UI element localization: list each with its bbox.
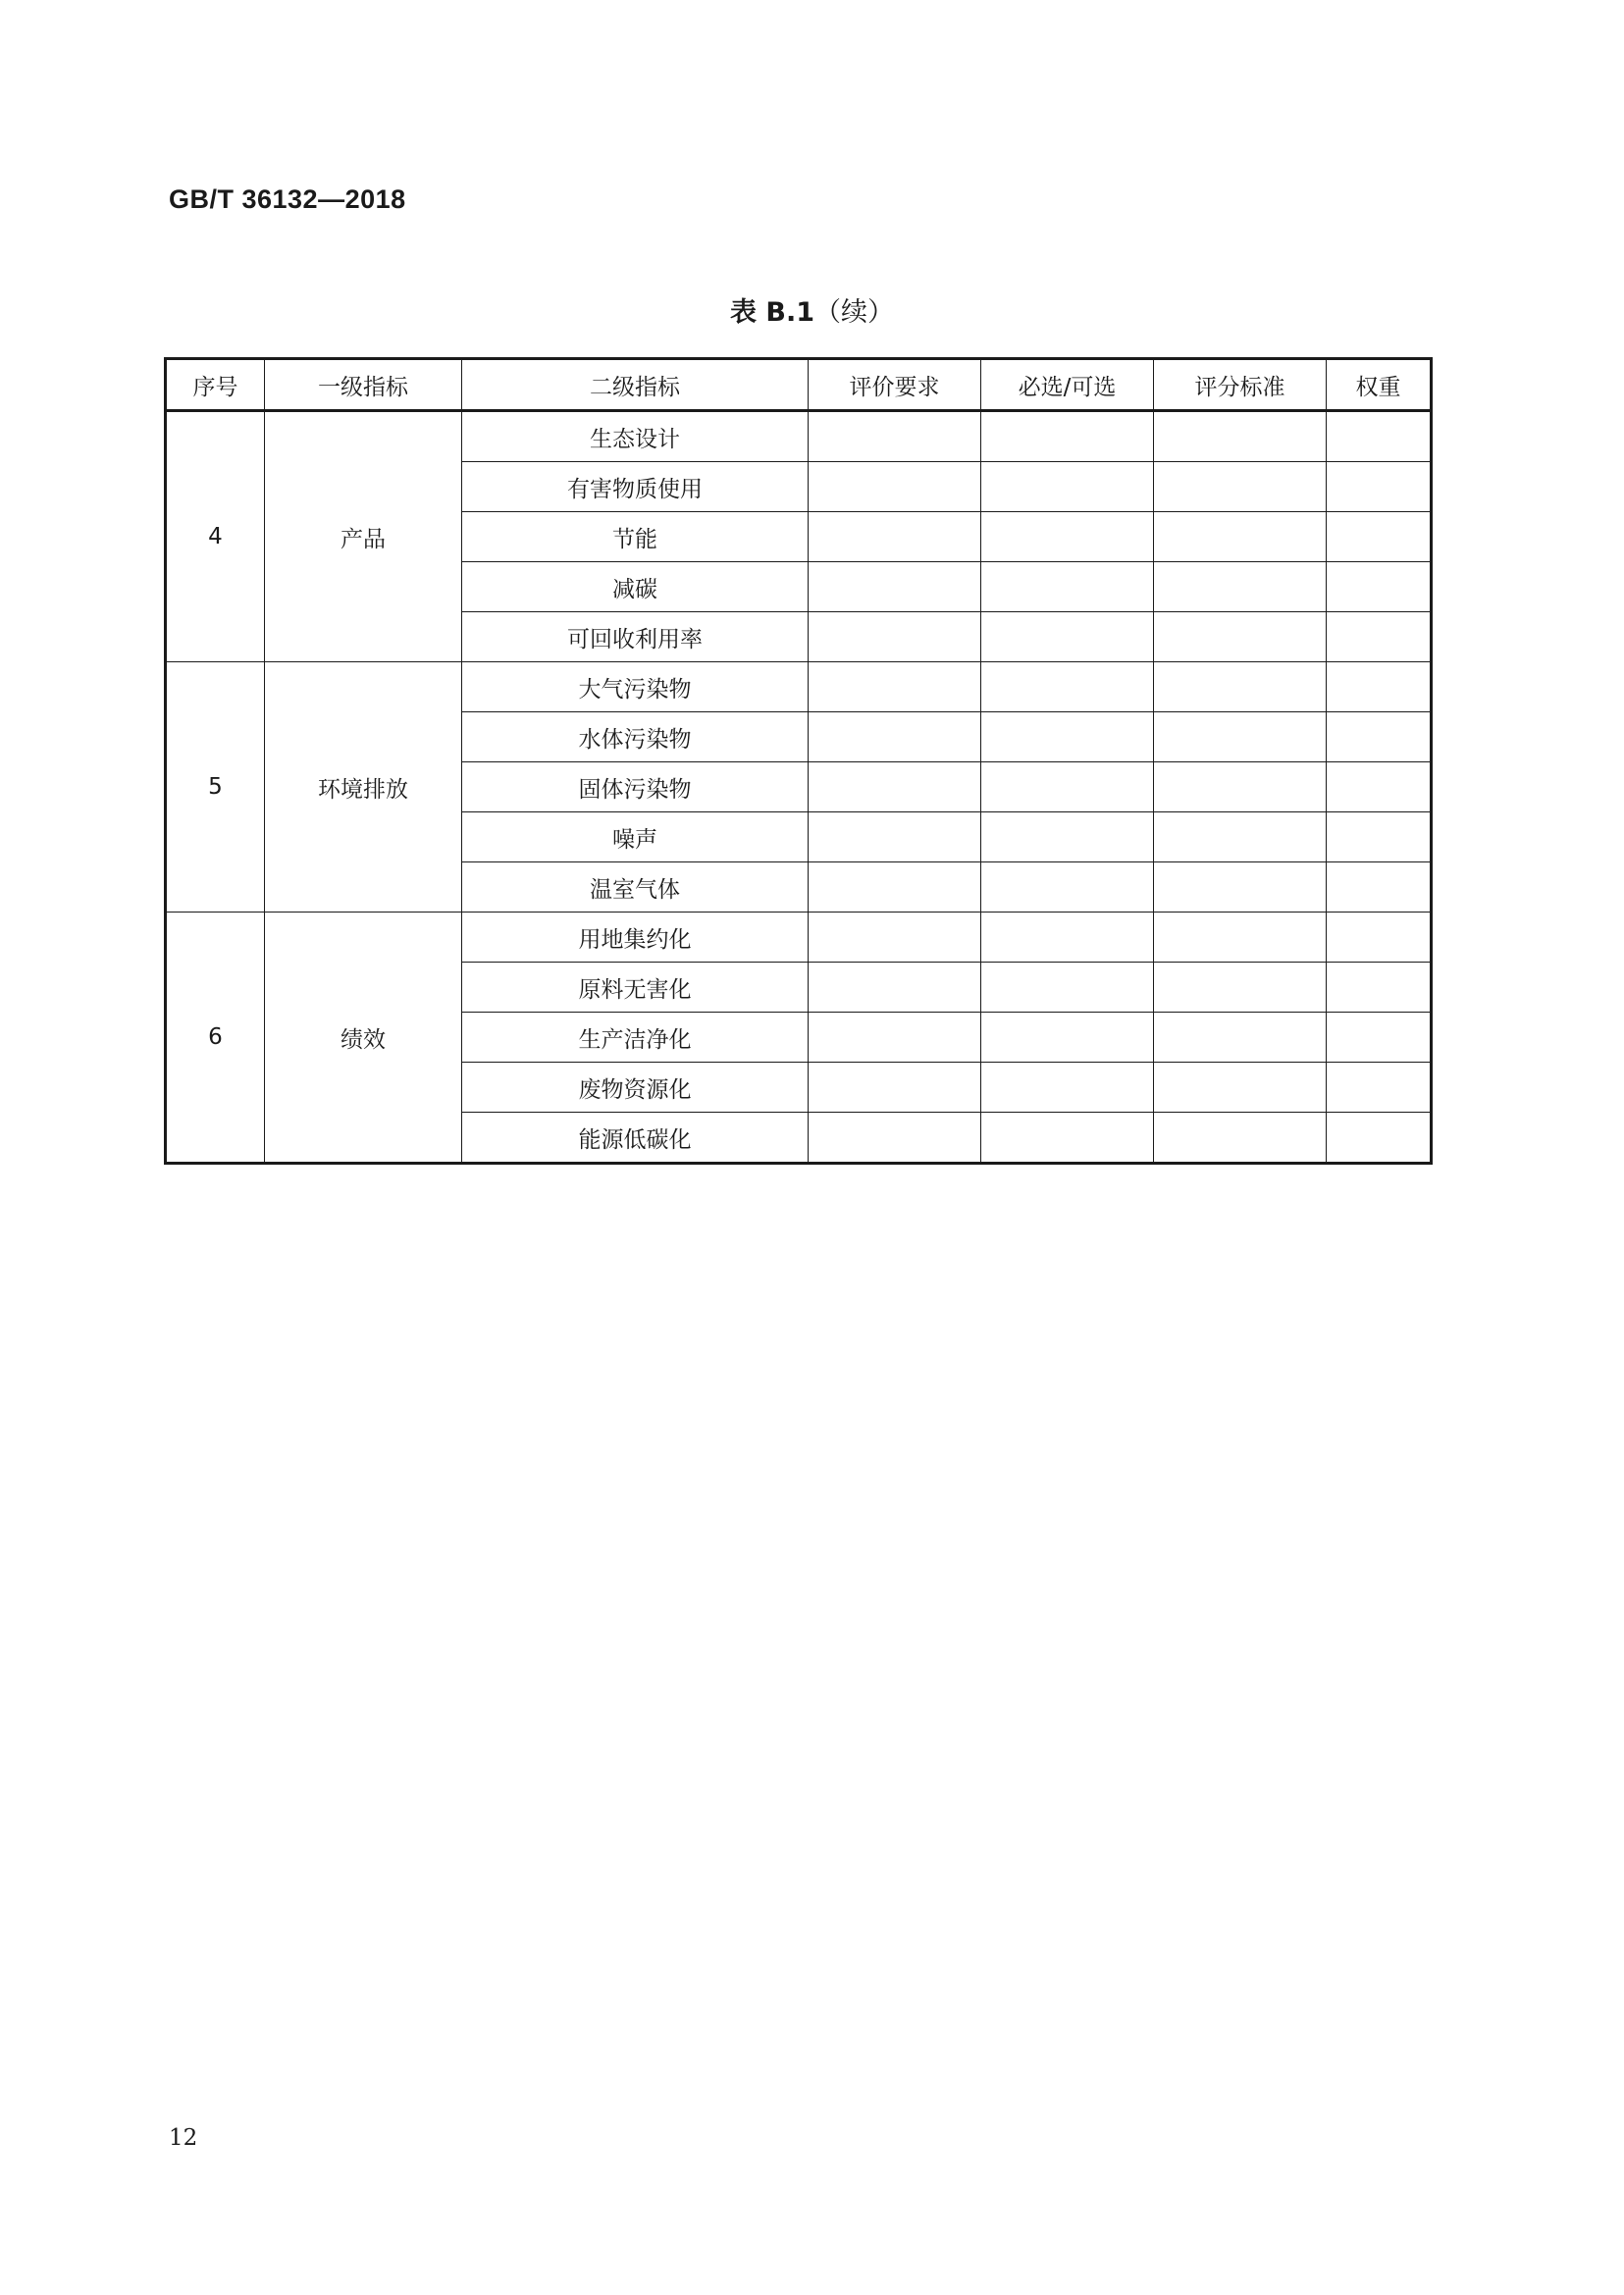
column-header-primary: 一级指标 bbox=[265, 359, 462, 411]
empty-cell bbox=[809, 411, 981, 462]
empty-cell bbox=[1327, 411, 1432, 462]
empty-cell bbox=[809, 562, 981, 612]
group-number-cell: 6 bbox=[166, 913, 265, 1164]
empty-cell bbox=[1327, 963, 1432, 1013]
table-caption bbox=[0, 290, 1624, 329]
empty-cell bbox=[981, 411, 1154, 462]
empty-cell bbox=[1154, 512, 1327, 562]
empty-cell bbox=[1327, 562, 1432, 612]
secondary-indicator-cell: 可回收利用率 bbox=[462, 612, 809, 662]
primary-indicator-cell: 产品 bbox=[265, 411, 462, 662]
secondary-indicator-cell: 噪声 bbox=[462, 812, 809, 862]
empty-cell bbox=[809, 1063, 981, 1113]
empty-cell bbox=[981, 712, 1154, 762]
empty-cell bbox=[981, 963, 1154, 1013]
empty-cell bbox=[809, 762, 981, 812]
empty-cell bbox=[809, 1013, 981, 1063]
secondary-indicator-cell: 水体污染物 bbox=[462, 712, 809, 762]
empty-cell bbox=[809, 512, 981, 562]
empty-cell bbox=[809, 963, 981, 1013]
table-row bbox=[166, 662, 1432, 712]
secondary-indicator-cell: 生态设计 bbox=[462, 411, 809, 462]
empty-cell bbox=[981, 762, 1154, 812]
empty-cell bbox=[1154, 1063, 1327, 1113]
empty-cell bbox=[1327, 913, 1432, 963]
empty-cell bbox=[981, 562, 1154, 612]
secondary-indicator-cell: 节能 bbox=[462, 512, 809, 562]
secondary-indicator-cell: 用地集约化 bbox=[462, 913, 809, 963]
empty-cell bbox=[981, 862, 1154, 913]
group-number-cell: 5 bbox=[166, 662, 265, 913]
secondary-indicator-cell: 废物资源化 bbox=[462, 1063, 809, 1113]
column-header-secondary: 二级指标 bbox=[462, 359, 809, 411]
group-number-cell: 4 bbox=[166, 411, 265, 662]
empty-cell bbox=[1327, 862, 1432, 913]
empty-cell bbox=[981, 913, 1154, 963]
empty-cell bbox=[809, 612, 981, 662]
empty-cell bbox=[1154, 612, 1327, 662]
empty-cell bbox=[809, 462, 981, 512]
empty-cell bbox=[981, 812, 1154, 862]
empty-cell bbox=[1154, 712, 1327, 762]
secondary-indicator-cell: 温室气体 bbox=[462, 862, 809, 913]
empty-cell bbox=[1327, 712, 1432, 762]
empty-cell bbox=[1327, 1113, 1432, 1164]
primary-indicator-cell: 环境排放 bbox=[265, 662, 462, 913]
secondary-indicator-cell: 能源低碳化 bbox=[462, 1113, 809, 1164]
empty-cell bbox=[809, 862, 981, 913]
empty-cell bbox=[981, 462, 1154, 512]
secondary-indicator-cell: 原料无害化 bbox=[462, 963, 809, 1013]
secondary-indicator-cell: 大气污染物 bbox=[462, 662, 809, 712]
standard-code: GB/T 36132—2018 bbox=[169, 184, 406, 214]
empty-cell bbox=[1154, 862, 1327, 913]
empty-cell bbox=[1327, 462, 1432, 512]
empty-cell bbox=[809, 662, 981, 712]
column-header-requirement: 评价要求 bbox=[809, 359, 981, 411]
empty-cell bbox=[1154, 913, 1327, 963]
empty-cell bbox=[1154, 662, 1327, 712]
empty-cell bbox=[1154, 963, 1327, 1013]
empty-cell bbox=[809, 712, 981, 762]
empty-cell bbox=[1327, 812, 1432, 862]
page-number: 12 bbox=[169, 2125, 198, 2151]
indicator-table bbox=[164, 357, 1433, 1165]
empty-cell bbox=[981, 1013, 1154, 1063]
empty-cell bbox=[1327, 512, 1432, 562]
table-caption-label: 表 B.1 bbox=[729, 297, 815, 328]
table-header-row bbox=[166, 359, 1432, 411]
column-header-scoring: 评分标准 bbox=[1154, 359, 1327, 411]
empty-cell bbox=[1327, 612, 1432, 662]
column-header-mandatory: 必选/可选 bbox=[981, 359, 1154, 411]
table-caption-suffix: （续） bbox=[814, 297, 895, 328]
empty-cell bbox=[809, 1113, 981, 1164]
empty-cell bbox=[981, 1063, 1154, 1113]
empty-cell bbox=[1327, 1013, 1432, 1063]
empty-cell bbox=[1154, 562, 1327, 612]
empty-cell bbox=[1154, 812, 1327, 862]
table-row bbox=[166, 913, 1432, 963]
empty-cell bbox=[1154, 1113, 1327, 1164]
empty-cell bbox=[809, 812, 981, 862]
empty-cell bbox=[809, 913, 981, 963]
empty-cell bbox=[1154, 462, 1327, 512]
table-row bbox=[166, 411, 1432, 462]
empty-cell bbox=[1327, 762, 1432, 812]
empty-cell bbox=[1154, 411, 1327, 462]
secondary-indicator-cell: 减碳 bbox=[462, 562, 809, 612]
column-header-no: 序号 bbox=[166, 359, 265, 411]
empty-cell bbox=[1154, 1013, 1327, 1063]
empty-cell bbox=[1327, 1063, 1432, 1113]
empty-cell bbox=[981, 662, 1154, 712]
empty-cell bbox=[1327, 662, 1432, 712]
secondary-indicator-cell: 有害物质使用 bbox=[462, 462, 809, 512]
secondary-indicator-cell: 固体污染物 bbox=[462, 762, 809, 812]
empty-cell bbox=[981, 612, 1154, 662]
empty-cell bbox=[981, 1113, 1154, 1164]
empty-cell bbox=[981, 512, 1154, 562]
empty-cell bbox=[1154, 762, 1327, 812]
secondary-indicator-cell: 生产洁净化 bbox=[462, 1013, 809, 1063]
column-header-weight: 权重 bbox=[1327, 359, 1432, 411]
primary-indicator-cell: 绩效 bbox=[265, 913, 462, 1164]
